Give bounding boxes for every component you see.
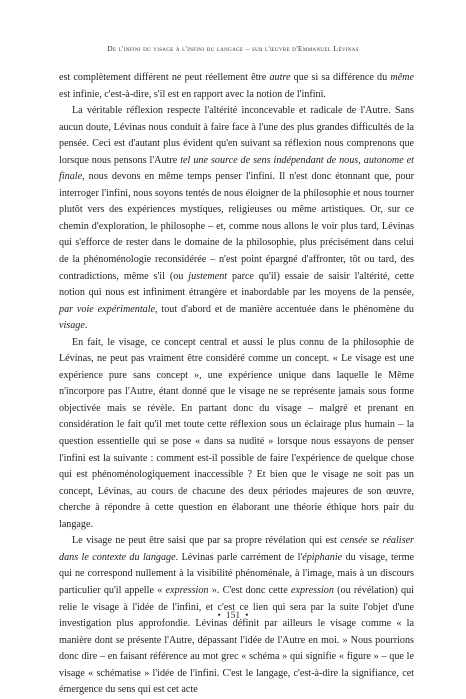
folio-bullet-right: • xyxy=(245,611,249,621)
italic-run: tel une source de sens indépendant de nous, autonome et finale xyxy=(59,154,414,183)
running-header: De l'infini du visage à l'infini du langage – sur l'œuvre d'Emmanuel Lévinas xyxy=(107,44,359,53)
italic-run: visage xyxy=(59,320,85,332)
text-run: parce qu'il) essaie de saisir l'altérité, cette notion qui nous est infiniment étrangère et inabordable par les moyens de la pensée, xyxy=(59,270,414,299)
italic-run: épiphanie xyxy=(302,551,343,563)
text-run: du visage, terme qui ne correspond nullement à la visibilité phénoménale, à l'image, mais à un discours particulier qu'il appelle « xyxy=(59,551,415,596)
text-run: est infinie, c'est-à-dire, s'il est en rapport avec la notion de l'infini. xyxy=(59,88,326,100)
text-run: (ou révélation) qui relie le visage à l'idée de l'infini, et c'est ce lien qui sera par la suite l'objet d'une investigation plus approfondie. Lévinas définit par ailleurs le visage comme « la manière dont se présente l'Autre, dépassant l'idée de l'Autre en moi. » Nous pourrions donc dire – en faisant référence au mot grec « schéma » qui signifie « figure » – que le visage « schématise » l'idée de l'infini. C'est le langage, c'est-à-dire la signifiance, cet émergence du sens qui est cet acte xyxy=(59,584,414,696)
text-run: Le visage ne peut être saisi que par sa propre révélation qui est xyxy=(72,535,341,547)
page-number: 151 xyxy=(225,611,241,621)
body-text xyxy=(59,70,414,699)
italic-run: censée se réaliser dans le contexte du langage xyxy=(59,535,414,563)
folio-bullet-left: • xyxy=(217,611,221,621)
paragraph xyxy=(59,70,414,103)
italic-run: expression xyxy=(165,584,209,596)
paragraph xyxy=(59,103,414,335)
text-run: , nous devons en même temps penser l'infini. Il n'est donc étonnant que, pour interroger l'infini, nous soyons tentés de nous éloigner de la philosophie et nous tourner plutôt vers des expériences mystiques, religieuses ou même artistiques. Or, sur ce chemin d'exploration, le philosophe – et, comme nous allons le voir plus tard, Lévinas qui s'efforce de rester dans le domaine de la philosophie, plus précisément dans celui de la phénoménologie reconsidérée – n'est point épargné d'affronter, tôt ou tard, des contradictions, même s'il (ou xyxy=(59,171,414,282)
text-run: est complètement différent ne peut réellement être xyxy=(59,72,270,83)
italic-run: même xyxy=(390,72,414,83)
text-run: ». C'est donc cette xyxy=(208,584,291,596)
text-run: , tout d'abord et de manière accentuée dans le phénomène du xyxy=(155,303,414,315)
text-run: . xyxy=(84,320,88,332)
text-run: La véritable réflexion respecte l'altérité inconcevable et radicale de l'Autre. Sans aucun doute, Lévinas nous conduit à faire face à l'une des plus grandes difficultés de la pensée. Ceci est d'autant plus évident qu'en suivant sa réflexion nous comprenons que lorsque nous pensons l'Autre xyxy=(59,105,414,166)
text-run: En fait, le visage, ce concept central et aussi le plus connu de la philosophie de Lévinas, ne peut pas vraiment être considéré comme un concept. « Le visage est une expérience pure sans concept », une expérience unique dans laquelle le Même n'incorpore pas l'Autre, étant donné que le visage ne se représente jamais sous forme objectivée mais se révèle. En partant donc du visage – malgré et prenant en considération le fait qu'il met toute cette réflexion sous un éclairage plus humain – la question essentielle qui se pose « dans sa nudité » lorsque nous essayons de penser l'infini est la suivante : comment est-il possible de faire l'expérience de quelque chose qui est phénoménologiquement inaccessible ? Et bien que le visage ne soit pas un concept, Lévinas, au cours de chacune des deux périodes majeures de son œuvre, cherche à répondre à cette question en élaborant une théorie éthique hors pair du langage. xyxy=(59,336,414,530)
paragraph xyxy=(59,335,414,534)
italic-run: justement xyxy=(188,270,228,282)
italic-run: autre xyxy=(269,72,291,83)
italic-run: par voie expérimentale xyxy=(59,303,156,315)
text-run: que si sa différence du xyxy=(290,72,391,83)
text-run: . Lévinas parle carrément de l' xyxy=(175,551,303,563)
page-folio xyxy=(0,611,466,621)
italic-run: expression xyxy=(290,584,334,596)
